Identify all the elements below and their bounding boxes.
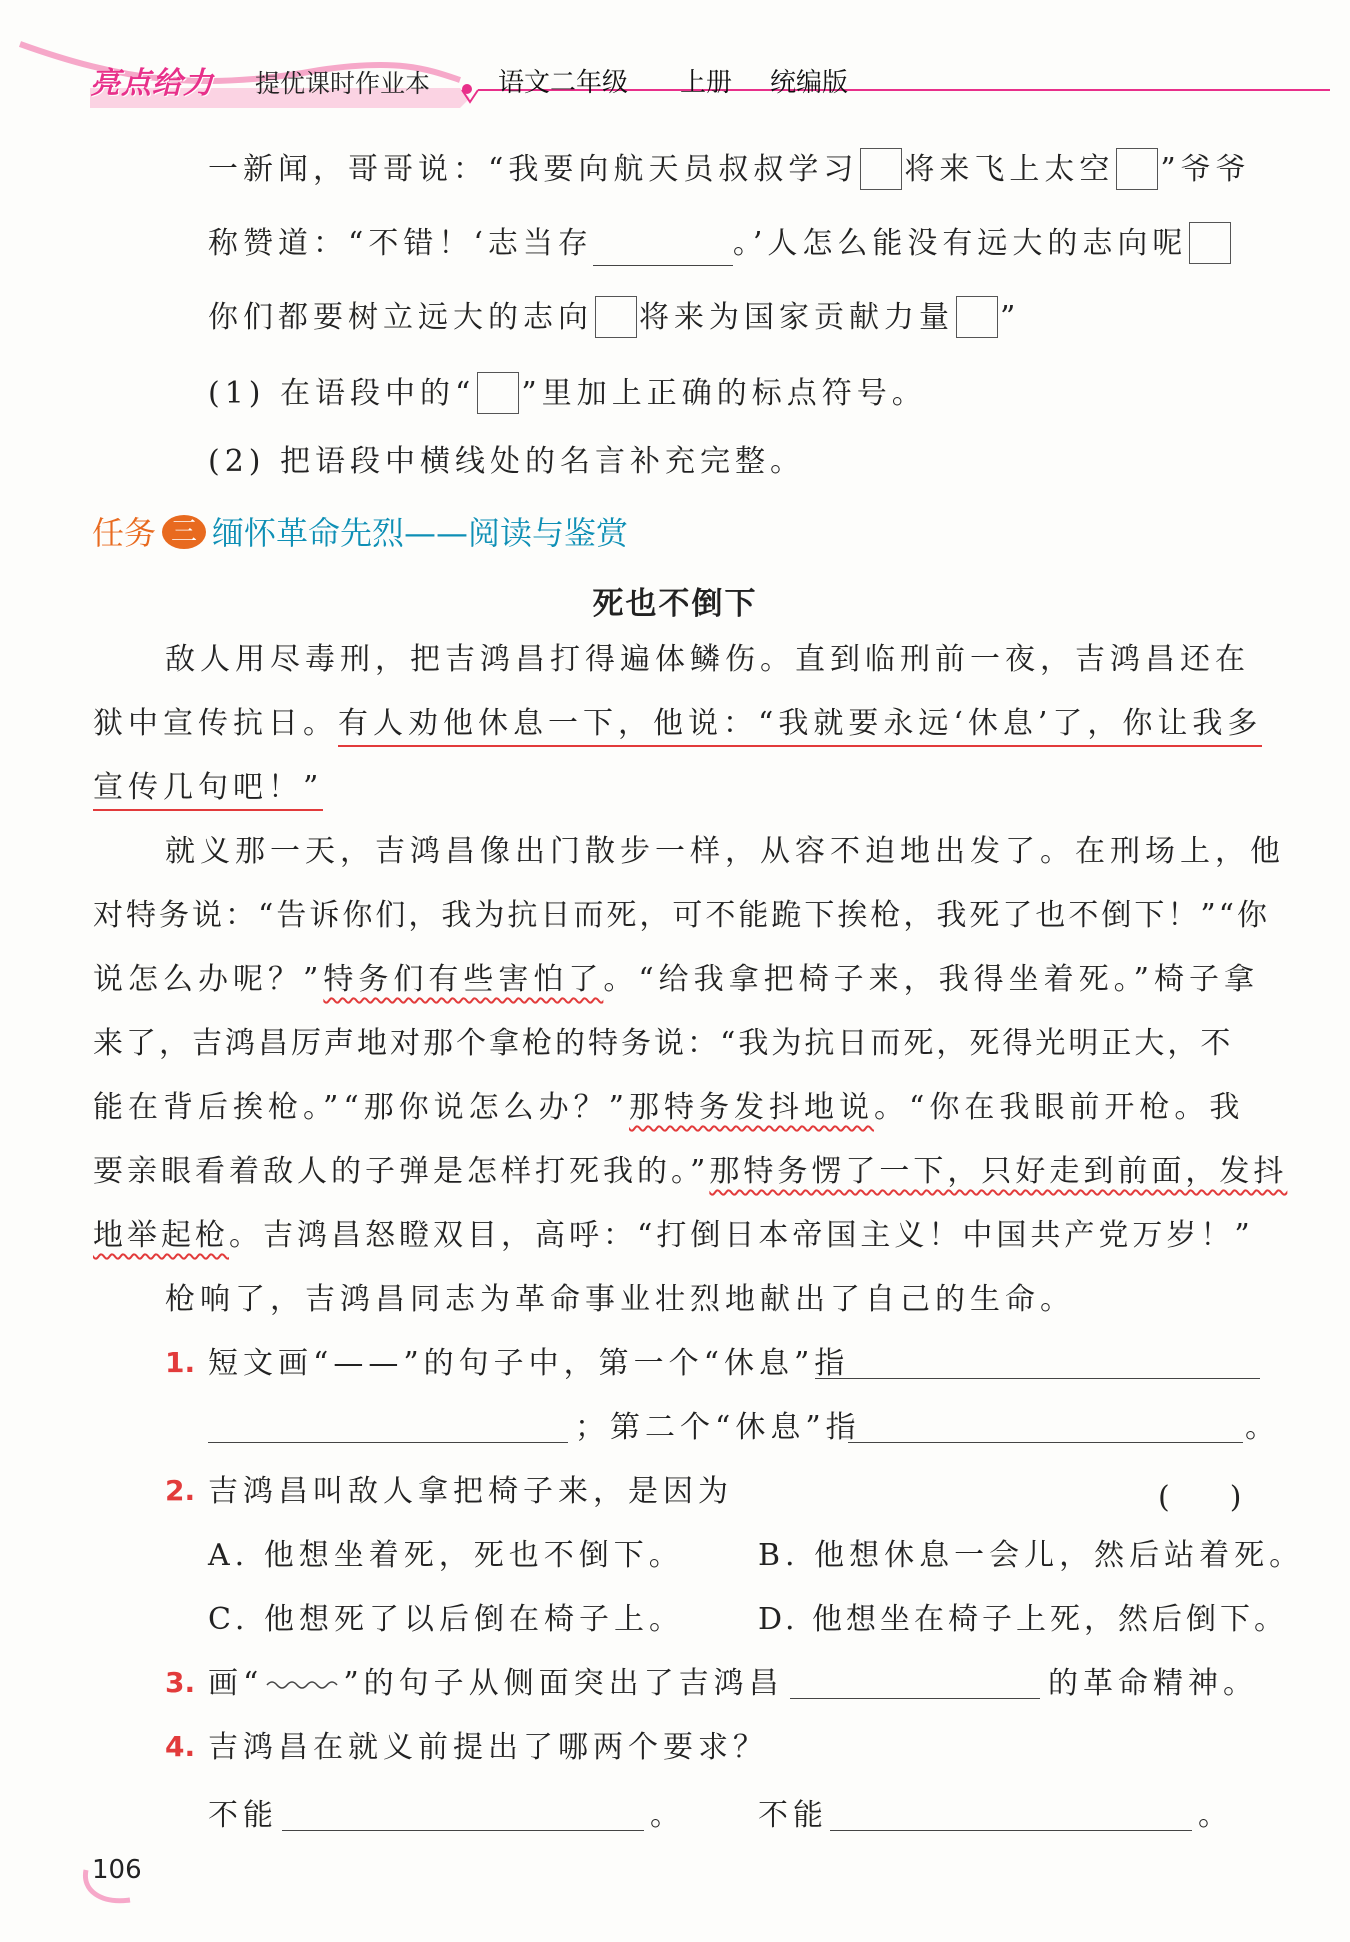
header-edition: 统编版 (770, 68, 849, 98)
question-4-text: 吉鸿昌在就义前提出了哪两个要求？ (208, 1730, 768, 1765)
option-c[interactable]: C. 他想死了以后倒在椅子上。 (208, 1602, 684, 1637)
intro-question-2: (2) 把语段中横线处的名言补充完整。 (208, 444, 806, 479)
intro-line-3: 你们都要树立远大的志向 将来为国家贡献力量 ” (208, 298, 1020, 340)
story-p1-line3 (93, 768, 323, 808)
story-p1-line1: 敌人用尽毒刑，把吉鸿昌打得遍体鳞伤。直到临刑前一夜，吉鸿昌还在 (165, 642, 1250, 677)
wavy-underlined-phrase: 特务们有些害怕了 (323, 962, 604, 997)
story-title: 死也不倒下 (592, 586, 758, 622)
underlined-sentence-end: 宣传几句吧！” (93, 770, 323, 811)
wavy-underlined-phrase: 那特务发抖地说 (629, 1090, 875, 1125)
story-p2-line6: 要亲眼看着敌人的子弹是怎样打死我的。”那特务愣了一下，只好走到前面，发抖 (93, 1154, 1288, 1189)
intro-question-1: (1) 在语段中的“ ”里加上正确的标点符号。 (208, 374, 927, 416)
story-p2-line2: 对特务说：“告诉你们，我为抗日而死，可不能跪下挨枪，我死了也不倒下！”“你 (93, 898, 1271, 933)
task-number-badge: 三 (162, 515, 206, 549)
story-p1-line2: 狱中宣传抗日。有人劝他休息一下，他说：“我就要永远‘休息’了，你让我多 (93, 704, 1262, 744)
question-1-text: 短文画“——”的句子中，第一个“休息”指 (208, 1346, 850, 1381)
punctuation-box[interactable] (1116, 148, 1158, 190)
answer-blank-q4-second[interactable] (830, 1796, 1192, 1831)
question-2-text: 吉鸿昌叫敌人拿把椅子来，是因为 (208, 1474, 733, 1509)
answer-blank-q1-first[interactable] (815, 1344, 1260, 1379)
punctuation-box[interactable] (956, 296, 998, 338)
option-b[interactable]: B. 他想休息一会儿，然后站着死。 (758, 1538, 1305, 1573)
task-title: 缅怀革命先烈——阅读与鉴赏 (212, 514, 629, 552)
question-3-number: 3. (165, 1666, 196, 1699)
q4-answer-label-1: 不能 (208, 1798, 278, 1833)
punctuation-box-example (477, 372, 519, 414)
wavy-underlined-phrase: 那特务愣了一下，只好走到前面，发抖 (709, 1154, 1288, 1189)
q4-answer-end-1: 。 (650, 1798, 685, 1833)
story-p2-line1: 就义那一天，吉鸿昌像出门散步一样，从容不迫地出发了。在刑场上，他 (165, 834, 1285, 869)
story-p2-line5: 能在背后挨枪。”“那你说怎么办？”那特务发抖地说。“你在我眼前开枪。我 (93, 1090, 1245, 1125)
question-1-text-b: ；第二个“休息”指 (575, 1410, 861, 1445)
answer-blank-q4-first[interactable] (282, 1796, 644, 1831)
page-number: 106 (92, 1855, 142, 1885)
wavy-underlined-phrase: 地举起枪 (93, 1218, 229, 1253)
punctuation-box[interactable] (595, 296, 637, 338)
wavy-line-symbol (263, 1675, 343, 1695)
question-2-number: 2. (165, 1474, 196, 1507)
question-3-text-b: 的革命精神。 (1048, 1666, 1258, 1701)
answer-blank-q1-second[interactable] (848, 1408, 1243, 1443)
underlined-sentence: 有人劝他休息一下，他说：“我就要永远‘休息’了，你让我多 (338, 706, 1262, 747)
option-d[interactable]: D. 他想坐在椅子上死，然后倒下。 (758, 1602, 1289, 1637)
book-subtitle: 提优课时作业本 (255, 69, 431, 98)
intro-line-1: 一新闻，哥哥说：“我要向航天员叔叔学习 将来飞上太空 ”爷爷 (208, 150, 1251, 192)
question-4-number: 4. (165, 1730, 196, 1763)
question-3-text-a: 画“ ”的句子从侧面突出了吉鸿昌 (208, 1666, 784, 1701)
question-1-number: 1. (165, 1346, 196, 1379)
intro-line-2: 称赞道：“不错！‘志当存 。’人怎么能没有远大的志向呢 (208, 224, 1233, 266)
story-p3: 枪响了，吉鸿昌同志为革命事业壮烈地献出了自己的生命。 (165, 1282, 1075, 1317)
punctuation-box[interactable] (1189, 222, 1231, 264)
answer-blank-q1-second-part[interactable] (208, 1408, 568, 1443)
quote-answer-blank[interactable] (593, 231, 733, 266)
punctuation-box[interactable] (860, 148, 902, 190)
header-dot (462, 84, 472, 94)
task-heading (92, 508, 628, 554)
q4-answer-label-2: 不能 (758, 1798, 828, 1833)
brand-logo-text: 亮点给力 (90, 66, 214, 101)
task-label: 任务 (92, 514, 157, 552)
answer-blank-q3[interactable] (790, 1664, 1040, 1699)
q4-answer-end-2: 。 (1198, 1798, 1233, 1833)
option-a[interactable]: A. 他想坐着死，死也不倒下。 (208, 1538, 684, 1573)
story-p2-line3: 说怎么办呢？”特务们有些害怕了。“给我拿把椅子来，我得坐着死。”椅子拿 (93, 962, 1260, 997)
answer-parentheses[interactable]: ( ) (1158, 1480, 1242, 1515)
story-p2-line4: 来了，吉鸿昌厉声地对那个拿枪的特务说：“我为抗日而死，死得光明正大，不 (93, 1026, 1234, 1061)
header-volume: 上册 (680, 68, 733, 98)
story-p2-line7: 地举起枪。吉鸿昌怒瞪双目，高呼：“打倒日本帝国主义！中国共产党万岁！” (93, 1218, 1254, 1253)
header-subject: 语文二年级 (498, 68, 629, 98)
question-1-end: 。 (1245, 1410, 1280, 1445)
